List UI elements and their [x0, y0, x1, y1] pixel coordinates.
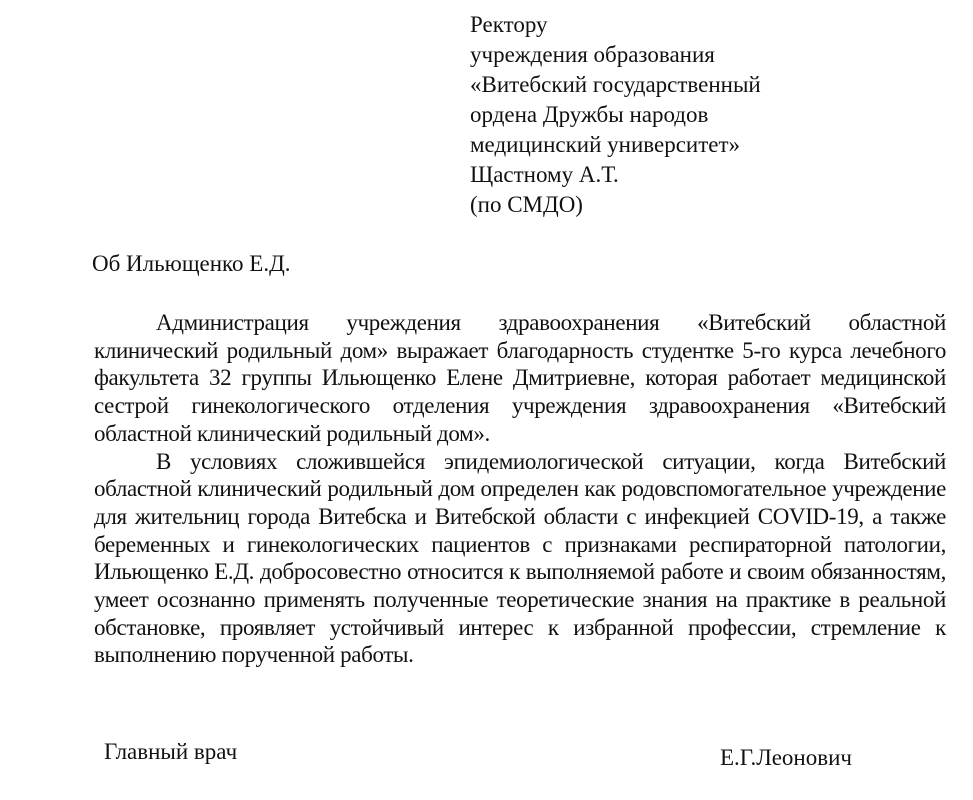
signatory-name: Е.Г.Леонович: [720, 745, 852, 770]
subject-line: Об Ильющенко Е.Д.: [92, 251, 291, 276]
addressee-line: учреждения образования: [470, 42, 715, 67]
addressee-line: ордена Дружбы народов: [470, 102, 709, 127]
body-paragraph: В условиях сложившейся эпидемиологической ситуации, когда Витебский областной клинический родильный дом определен как родовспомогательное учреждение для жительниц города Витебска и Витебской области с инфекцией COVID-19, а также беременных и гинекологических пациентов с признаками респираторной патологии, Ильющенко Е.Д. добросовестно относится к выполняемой работе и своим обязанностям, умеет осознанно применять полученные теоретические знания на практике в реальной обстановке, проявляет устойчивый интерес к избранной профессии, стремление к выполнению порученной работы.: [94, 448, 946, 668]
body-paragraph: Администрация учреждения здравоохранения «Витебский областной клинический родильный дом» выражает благодарность студентке 5-го курса лечебного факультета 32 группы Ильющенко Елене Дмитриевне, которая работает медицинской сестрой гинекологического отделения учреждения здравоохранения «Витебский областной клинический родильный дом».: [94, 310, 946, 446]
addressee-line: Щастному А.Т.: [470, 162, 619, 187]
addressee-block: [470, 10, 950, 220]
letter-body: [94, 309, 946, 669]
signatory-position: Главный врач: [104, 739, 238, 764]
addressee-line: Ректору: [470, 12, 548, 37]
addressee-line: медицинский университет»: [470, 132, 741, 157]
addressee-line: «Витебский государственный: [470, 72, 761, 97]
addressee-line: (по СМДО): [470, 192, 583, 217]
